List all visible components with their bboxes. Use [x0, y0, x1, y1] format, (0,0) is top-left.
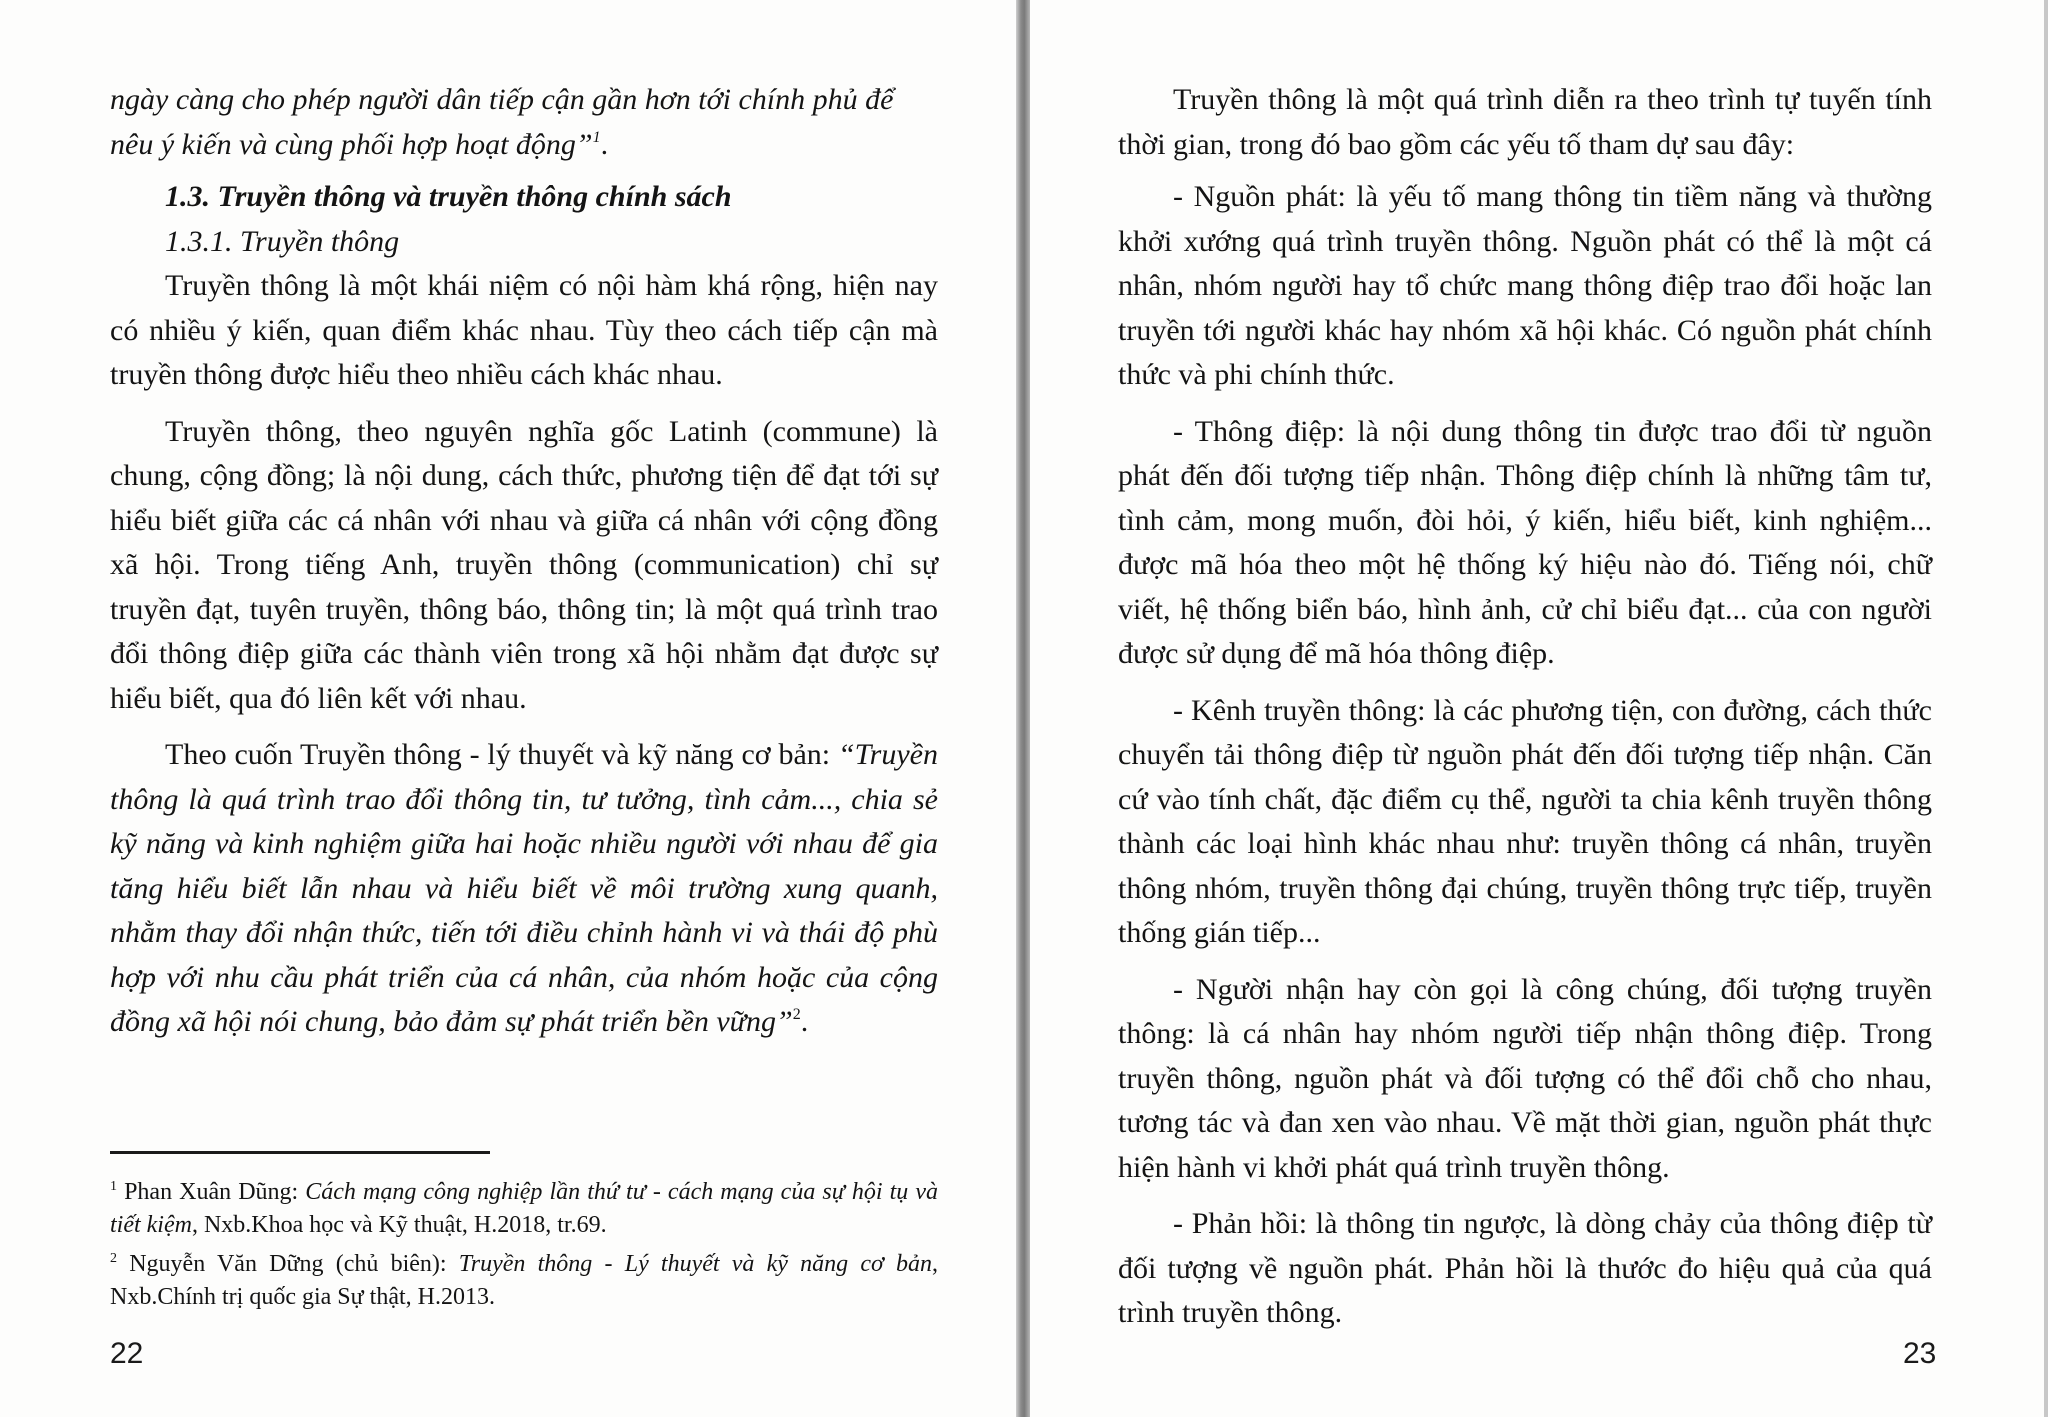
quoted-definition: “Truyền thông là quá trình trao đổi thông tin, tư tưởng, tình cảm..., chia sẻ kỹ năng và kinh nghiệm giữa hai hoặc nhiều người với nhau để gia tăng hiểu biết lẫn nhau và hiểu biết về môi trường xung quanh, nhằm thay đổi nhận thức, tiến tới điều chỉnh hành vi và thái độ phù hợp với nhu cầu phát triển của cá nhân, của nhóm hoặc của cộng đồng xã hội nói chung, bảo đảm sự phát triển bền vững” [110, 738, 938, 1038]
page-edge [2044, 0, 2048, 1417]
paragraph: Truyền thông là một quá trình diễn ra theo trình tự tuyến tính thời gian, trong đó bao gồm các yếu tố tham dự sau đây: [1118, 83, 1932, 161]
paragraph-intro: Theo cuốn Truyền thông - lý thuyết và kỹ năng cơ bản: [165, 738, 831, 771]
left-page-body [110, 78, 938, 1045]
element-thong-diep: - Thông điệp: là nội dung thông tin được trao đổi từ nguồn phát đến đối tượng tiếp nhận. Thông điệp chính là những tâm tư, tình cảm, mong muốn, đòi hỏi, ý kiến, hiểu biết, kinh nghiệm... được mã hóa theo một hệ thống ký hiệu nào đó. Tiếng nói, chữ viết, hệ thống biển báo, hình ảnh, cử chỉ biểu đạt... của con người được sử dụng để mã hóa thông điệp. [1118, 414, 1932, 670]
footnote-ref-1: 1 [592, 128, 601, 146]
element-nguoi-nhan: - Người nhận hay còn gọi là công chúng, đối tượng truyền thông: là cá nhân hay nhóm người tiếp nhận thông điệp. Trong truyền thông, nguồn phát và đối tượng có thể đổi chỗ cho nhau, tương tác và đan xen vào nhau. Về mặt thời gian, nguồn phát thực hiện hành vi khởi phát quá trình truyền thông. [1118, 972, 1932, 1184]
element-nguon-phat: - Nguồn phát: là yếu tố mang thông tin tiềm năng và thường khởi xướng quá trình truyền thông. Nguồn phát có thể là một cá nhân, nhóm người hay tổ chức mang thông điệp trao đổi hoặc lan truyền tới người khác hay nhóm xã hội khác. Có nguồn phát chính thức và phi chính thức. [1118, 180, 1932, 391]
page-number: 23 [1903, 1337, 1937, 1370]
quoted-definition-paragraph [110, 733, 938, 1045]
opening-quote-continuation [110, 78, 938, 167]
opening-line-2: nêu ý kiến và cùng phối hợp hoạt động” [110, 127, 593, 161]
opening-line-1: ngày càng cho phép người dân tiếp cận gần hơn tới chính phủ để [110, 83, 894, 116]
footnote-publisher: , Nxb.Khoa học và Kỹ thuật, H.2018, tr.69. [191, 1212, 607, 1238]
subsection-heading: 1.3.1. Truyền thông [165, 224, 400, 258]
footnote-title: Truyền thông - Lý thuyết và kỹ năng cơ bản [458, 1251, 933, 1277]
book-gutter [1016, 0, 1030, 1417]
footnote-ref-2: 2 [792, 1006, 801, 1023]
footnote-number: 2 [110, 1251, 117, 1266]
footnote [110, 1176, 938, 1242]
footnote-author: Phan Xuân Dũng: [124, 1179, 306, 1205]
element-kenh-truyen-thong: - Kênh truyền thông: là các phương tiện, con đường, cách thức chuyển tải thông điệp từ nguồn phát đến đối tượng tiếp nhận. Căn cứ vào tính chất, đặc điểm cụ thể, người ta chia kênh truyền thông thành các loại hình khác nhau như: truyền thông cá nhân, truyền thông nhóm, truyền thông đại chúng, truyền thông trực tiếp, truyền thống gián tiếp... [1118, 693, 1932, 949]
paragraph: Truyền thông là một khái niệm có nội hàm khá rộng, hiện nay có nhiều ý kiến, quan điểm khác nhau. Tùy theo cách tiếp cận mà truyền thông được hiểu theo nhiều cách khác nhau. [110, 269, 938, 391]
page-number: 22 [110, 1337, 144, 1370]
footnote-number: 1 [110, 1179, 117, 1194]
footnote-separator [110, 1151, 490, 1154]
footnote [110, 1248, 938, 1314]
right-page-body [1118, 78, 1932, 1336]
paragraph: Truyền thông, theo nguyên nghĩa gốc Latinh (commune) là chung, cộng đồng; là nội dung, cách thức, phương tiện để đạt tới sự hiểu biết giữa các cá nhân với nhau và giữa cá nhân với cộng đồng xã hội. Trong tiếng Anh, truyền thông (communication) chỉ sự truyền đạt, tuyên truyền, thông báo, thông tin; là một quá trình trao đổi thông điệp giữa các thành viên trong xã hội nhằm đạt được sự hiểu biết, qua đó liên kết với nhau. [110, 414, 938, 715]
paragraph-tail: . [800, 1005, 809, 1038]
opening-tail: . [600, 127, 609, 161]
section-heading: 1.3. Truyền thông và truyền thông chính sách [165, 180, 732, 213]
footnote-publisher: , Nxb.Chính trị quốc gia Sự thật, H.2013. [110, 1251, 939, 1310]
footnote-title: Cách mạng công nghiệp lần thứ tư - cách mạng của sự hội tụ và tiết kiệm [110, 1179, 939, 1238]
element-phan-hoi: - Phản hồi: là thông tin ngược, là dòng chảy của thông điệp từ đối tượng về nguồn phát. Phản hồi là thước đo hiệu quả của quá trình truyền thông. [1118, 1207, 1932, 1329]
left-page [0, 0, 1016, 1417]
footnotes [110, 1176, 938, 1320]
footnote-author: Nguyễn Văn Dững (chủ biên): [129, 1251, 459, 1277]
